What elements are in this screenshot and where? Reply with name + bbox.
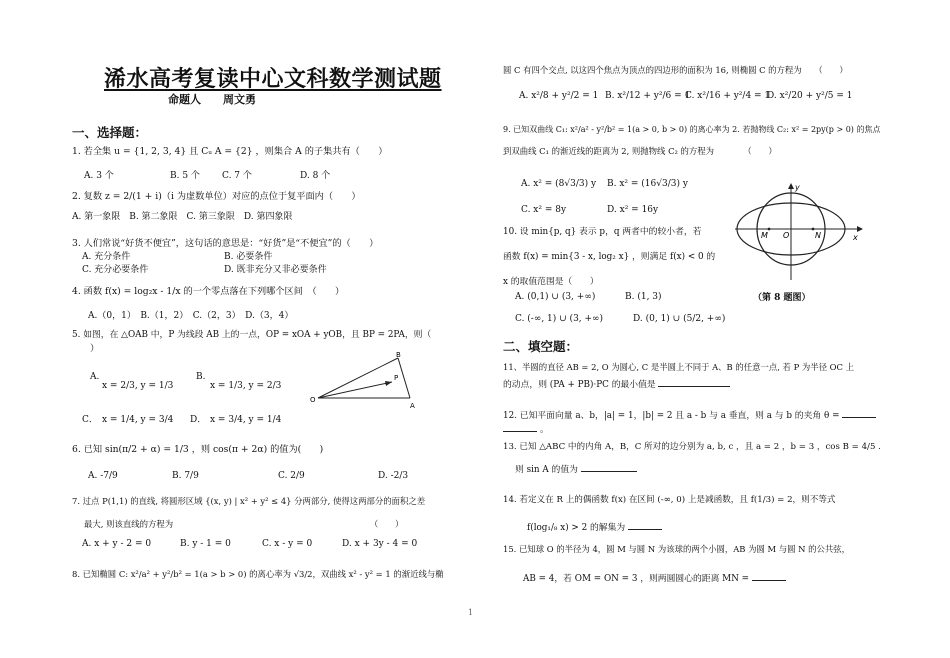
q15-text: AB = 4，若 OM = ON = 3 ，则两圆圆心的距离 MN =	[523, 574, 750, 584]
label-b: B	[396, 352, 401, 359]
q14-text: f(log₁/₈ x) > 2 的解集为	[527, 523, 626, 533]
question-7-line-2: 最大, 则该直线的方程为 （ ）	[84, 519, 404, 529]
q9-option-a: A. x² = (8√3/3) y	[521, 179, 597, 189]
q10-option-b: B. (1, 3)	[625, 292, 662, 302]
q12-answer-blank[interactable]	[842, 407, 876, 418]
side-ob	[318, 358, 398, 398]
q11-text: 的动点，则 (PA + PB)·PC 的最小值是	[503, 380, 656, 390]
q5-letter-c: C．	[82, 415, 98, 425]
q10-option-d: D. (0, 1) ∪ (5/2, +∞)	[633, 314, 726, 324]
page-number: 1	[468, 608, 474, 617]
label-x: x	[853, 233, 858, 242]
page-title: 浠水高考复读中心文科数学测试题	[104, 66, 442, 92]
question-13-line-2	[515, 461, 637, 476]
question-10-line-2: 函数 f(x) = min{3 - x, log₂ x} ，则满足 f(x) < 0 的	[503, 252, 716, 262]
q5-option-d: x = 3/4, y = 1/4	[210, 415, 282, 425]
q10-option-a: A. (0,1) ∪ (3, +∞)	[515, 292, 596, 302]
question-14: 14. 若定义在 R 上的偶函数 f(x) 在区间 (-∞, 0) 上是减函数，且 f(1/3) = 2，则不等式	[503, 495, 836, 505]
q8-option-d: D. x²/20 + y²/5 = 1	[767, 91, 853, 101]
section-fill-heading: 二、填空题：	[503, 339, 579, 354]
question-5-tail: ）	[90, 343, 100, 354]
label-y: y	[795, 183, 800, 192]
q7-option-a: A. x + y - 2 = 0	[82, 539, 152, 549]
q15-answer-blank[interactable]	[752, 570, 786, 581]
question-6: 6. 已知 sin(π/2 + α) = 1/3 ，则 cos(π + 2α) 的值为( )	[72, 444, 324, 455]
q4-options: A.（0，1） B.（1，2） C.（2，3） D.（3，4）	[88, 311, 294, 321]
q9-option-b: B. x² = (16√3/3) y	[607, 179, 688, 189]
q6-option-b: B. 7/9	[172, 471, 199, 481]
q8-option-c: C. x²/16 + y²/4 = 1	[685, 91, 771, 101]
question-10: 10. 设 min{p, q} 表示 p，q 两者中的较小者，若	[503, 227, 702, 237]
label-m: M	[761, 231, 768, 240]
y-axis-arrow	[788, 183, 794, 189]
q6-option-c: C. 2/9	[278, 471, 305, 481]
q7-option-c: C. x - y = 0	[262, 539, 313, 549]
label-o: O	[783, 231, 790, 240]
q12-answer-blank-cont[interactable]	[503, 421, 537, 432]
q3-option-c: C. 充分必要条件	[82, 265, 149, 275]
question-12	[503, 407, 876, 422]
q13-answer-blank[interactable]	[581, 461, 637, 472]
question-11-line-2	[503, 376, 730, 391]
question-4: 4. 函数 f(x) = log₂x - 1/x 的一个零点落在下列哪个区间 （ ）	[72, 286, 345, 297]
vector-op	[318, 382, 392, 398]
q12-text: 12. 已知平面向量 a、b，|a| = 1，|b| = 2 且 a - b 与 a 垂直，则 a 与 b 的夹角 θ =	[503, 411, 840, 421]
author-line: 命题人 周文勇	[168, 93, 256, 106]
q5-letter-d: D．	[190, 415, 207, 425]
q12-period: 。	[539, 424, 550, 435]
q3-option-d: D. 既非充分又非必要条件	[224, 265, 327, 275]
q1-option-a: A. 3 个	[84, 171, 114, 181]
side-ab	[398, 358, 410, 398]
q2-options: A. 第一象限 B. 第二象限 C. 第三象限 D. 第四象限	[72, 212, 293, 222]
label-p: P	[394, 374, 399, 382]
figure-8-caption: （第 8 题图）	[753, 293, 811, 303]
question-10-line-3: x 的取值范围是（ ）	[503, 277, 599, 287]
q11-answer-blank[interactable]	[658, 376, 730, 387]
q8-option-a: A. x²/8 + y²/2 = 1	[519, 91, 599, 101]
q5-option-b: x = 1/3, y = 2/3	[210, 381, 282, 391]
q3-option-a: A. 充分条件	[82, 252, 131, 262]
q5-option-a: x = 2/3, y = 1/3	[102, 381, 174, 391]
label-o: O	[310, 396, 316, 404]
q6-option-d: D. -2/3	[378, 471, 409, 481]
q8-option-b: B. x²/12 + y²/6 = 1	[605, 91, 691, 101]
label-n: N	[815, 231, 821, 240]
q9-option-c: C. x² = 8y	[521, 205, 567, 215]
label-a: A	[410, 402, 415, 410]
question-3: 3. 人们常说“好货不便宜”，这句话的意思是：“好货”是“不便宜”的（ ）	[72, 238, 379, 249]
question-7: 7. 过点 P(1,1) 的直线, 将圆形区域 {(x, y) | x² + y² ≤ 4} 分两部分, 使得这两部分的面积之差	[72, 496, 426, 506]
q13-text: 则 sin A 的值为	[515, 465, 578, 475]
section-choice-heading: 一、选择题：	[72, 125, 148, 140]
question-11: 11、半圆的直径 AB = 2, O 为圆心, C 是半圆上不同于 A、B 的任意一点, 若 P 为半径 OC 上	[503, 362, 854, 372]
question-8-continued: 圆 C 有四个交点, 以这四个焦点为顶点的四边形的面积为 16, 则椭圆 C 的方程为 （ ）	[503, 65, 848, 75]
q14-answer-blank[interactable]	[628, 519, 662, 530]
question-5: 5. 如图，在 △OAB 中，P 为线段 AB 上的一点，OP = xOA + yOB，且 BP = 2PA，则（	[72, 330, 432, 340]
question-9: 9. 已知双曲线 C₁: x²/a² - y²/b² = 1(a > 0, b > 0) 的离心率为 2. 若抛物线 C₂: x² = 2py(p > 0) 的焦点	[503, 125, 881, 134]
point-n	[812, 228, 815, 231]
figure-8-ellipses	[731, 180, 865, 290]
q7-option-b: B. y - 1 = 0	[180, 539, 231, 549]
q6-option-a: A. -7/9	[88, 471, 118, 481]
question-15-line-2	[523, 570, 786, 585]
q1-option-b: B. 5 个	[170, 171, 200, 181]
q5-letter-b: B.	[196, 372, 206, 382]
question-14-line-2	[527, 519, 662, 534]
question-12-line-2	[503, 421, 549, 436]
q9-option-d: D. x² = 16y	[607, 205, 659, 215]
q5-letter-a: A.	[90, 372, 100, 382]
question-15: 15. 已知球 O 的半径为 4，圆 M 与圆 N 为该球的两个小圆，AB 为圆 M 与圆 N 的公共弦，	[503, 544, 851, 554]
q1-option-d: D. 8 个	[300, 171, 331, 181]
question-8: 8. 已知椭圆 C: x²/a² + y²/b² = 1(a > b > 0) 的离心率为 √3/2，双曲线 x² - y² = 1 的渐近线与椭	[72, 569, 444, 579]
question-2: 2. 复数 z = 2/(1 + i)（i 为虚数单位）对应的点位于复平面内（ ）	[72, 191, 361, 202]
q10-option-c: C. (-∞, 1) ∪ (3, +∞)	[515, 314, 604, 324]
point-m	[768, 228, 771, 231]
question-9-line-2: 到双曲线 C₁ 的渐近线的距离为 2, 则抛物线 C₂ 的方程为 （ ）	[503, 146, 777, 156]
q1-option-c: C. 7 个	[222, 171, 252, 181]
q5-option-c: x = 1/4, y = 3/4	[102, 415, 174, 425]
triangle-oab-figure	[310, 352, 420, 410]
q3-option-b: B. 必要条件	[224, 252, 273, 262]
q7-option-d: D. x + 3y - 4 = 0	[342, 539, 418, 549]
question-13: 13. 已知 △ABC 中的内角 A，B，C 所对的边分别为 a, b, c ，且 a = 2 ，b = 3 ，cos B = 4/5 .	[503, 442, 881, 452]
x-axis-arrow	[857, 226, 863, 232]
question-1: 1. 若全集 u = {1, 2, 3, 4} 且 Cᵤ A = {2} ，则集合 A 的子集共有（ ）	[72, 146, 388, 157]
